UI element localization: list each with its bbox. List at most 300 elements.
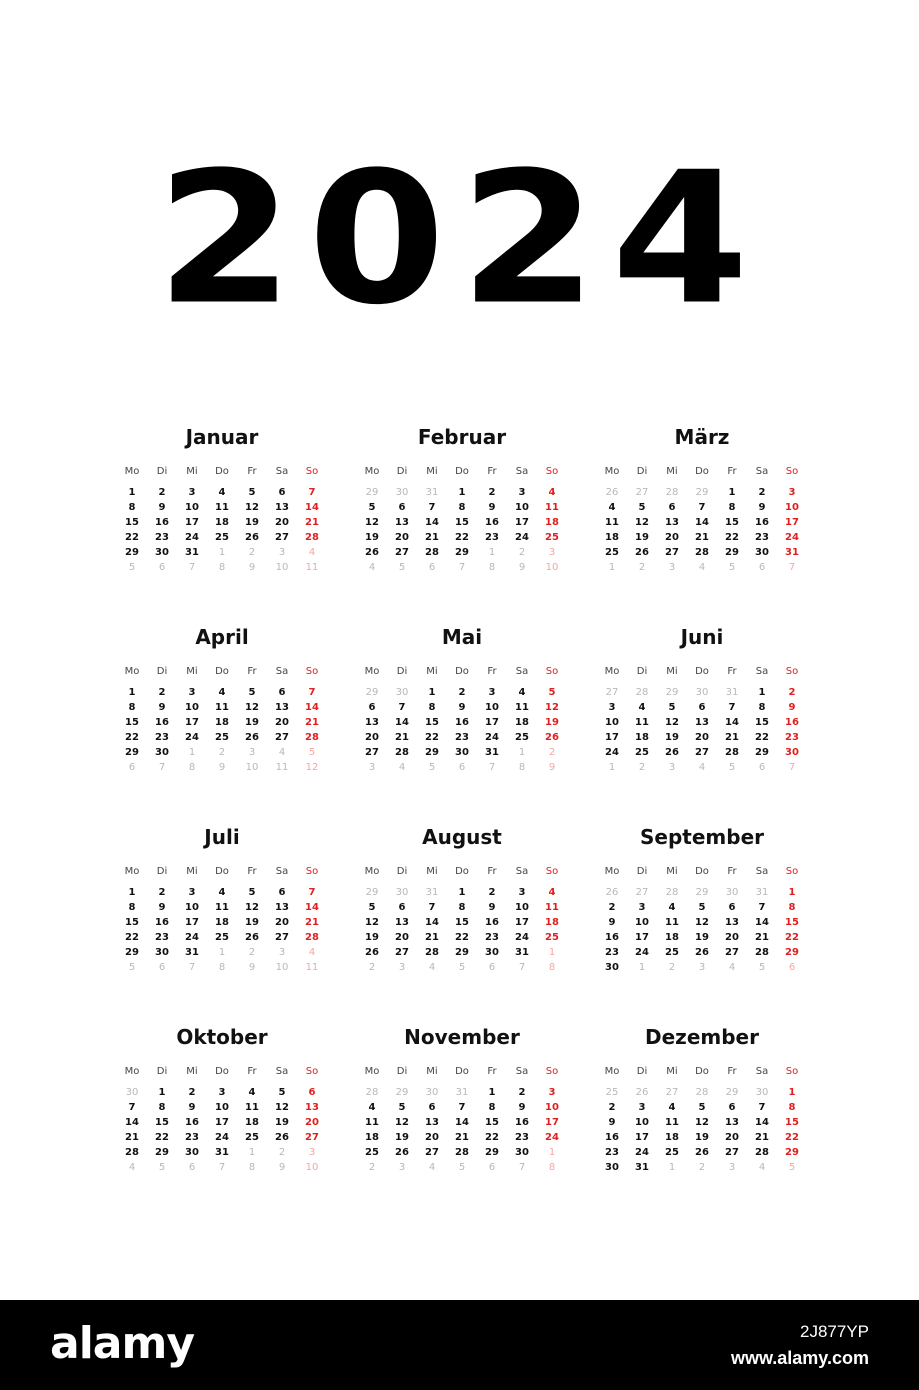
day-cell: 9: [158, 702, 166, 713]
adjacent-day-cell: 1: [608, 562, 616, 573]
day-cell: 8: [458, 502, 466, 513]
month-name: März: [674, 425, 730, 449]
day-cell: 20: [695, 732, 709, 743]
weekday-header: Do: [215, 866, 229, 877]
weekday-header: Do: [215, 1066, 229, 1077]
day-cell: 9: [608, 917, 616, 928]
month-name: Dezember: [645, 1025, 759, 1049]
weekday-header: Sa: [275, 866, 289, 877]
weekday-header: Do: [455, 666, 469, 677]
day-cell: 21: [725, 732, 739, 743]
adjacent-day-cell: 3: [728, 1162, 736, 1173]
month-name: August: [422, 825, 502, 849]
day-cell: 27: [665, 547, 679, 558]
day-cell: 25: [215, 932, 229, 943]
day-cell: 13: [725, 917, 739, 928]
weekday-header: Sa: [755, 866, 769, 877]
adjacent-day-cell: 28: [695, 1087, 709, 1098]
day-cell: 30: [605, 962, 619, 973]
day-cell: 18: [515, 717, 529, 728]
day-cell: 23: [605, 1147, 619, 1158]
weekday-header: Di: [156, 1066, 168, 1077]
day-cell: 6: [398, 502, 406, 513]
day-cell: 24: [635, 947, 649, 958]
adjacent-day-cell: 3: [668, 762, 676, 773]
day-cell: 18: [635, 732, 649, 743]
adjacent-day-cell: 2: [368, 962, 376, 973]
day-cell: 4: [668, 902, 676, 913]
adjacent-day-cell: 6: [158, 562, 166, 573]
day-cell: 2: [158, 887, 166, 898]
day-cell: 7: [308, 887, 316, 898]
weekday-header: So: [785, 1066, 799, 1077]
day-cell: 16: [455, 717, 469, 728]
weekday-header: Sa: [515, 1066, 529, 1077]
weekday-header: Di: [636, 866, 648, 877]
day-cell: 5: [698, 902, 706, 913]
adjacent-day-cell: 8: [518, 762, 526, 773]
month-6: [597, 625, 807, 795]
day-cell: 7: [128, 1102, 136, 1113]
day-cell: 6: [668, 502, 676, 513]
weekday-header: Mi: [666, 1066, 678, 1077]
adjacent-day-cell: 30: [125, 1087, 139, 1098]
weekday-header: Mi: [426, 1066, 438, 1077]
weekday-header: Mi: [186, 666, 198, 677]
adjacent-day-cell: 29: [365, 487, 379, 498]
adjacent-day-cell: 7: [488, 762, 496, 773]
day-cell: 2: [608, 1102, 616, 1113]
image-id: 2J877YP: [800, 1322, 869, 1341]
day-cell: 20: [395, 932, 409, 943]
month-name: Mai: [441, 625, 483, 649]
weekday-header: Mo: [604, 1066, 620, 1077]
day-cell: 17: [515, 517, 529, 528]
day-cell: 5: [248, 487, 256, 498]
adjacent-day-cell: 5: [758, 962, 766, 973]
day-cell: 4: [548, 887, 556, 898]
day-cell: 23: [155, 932, 169, 943]
day-cell: 4: [608, 502, 616, 513]
day-cell: 16: [185, 1117, 199, 1128]
day-cell: 23: [785, 732, 799, 743]
day-cell: 5: [638, 502, 646, 513]
adjacent-day-cell: 3: [278, 547, 286, 558]
adjacent-day-cell: 10: [305, 1162, 319, 1173]
day-cell: 5: [368, 502, 376, 513]
day-cell: 28: [695, 547, 709, 558]
day-cell: 27: [695, 747, 709, 758]
day-cell: 31: [515, 947, 529, 958]
day-cell: 24: [185, 532, 199, 543]
day-cell: 16: [155, 917, 169, 928]
day-cell: 10: [635, 917, 649, 928]
day-cell: 14: [305, 502, 319, 513]
weekday-header: Fr: [247, 1066, 257, 1077]
adjacent-day-cell: 31: [455, 1087, 469, 1098]
weekday-header: So: [545, 1066, 559, 1077]
day-cell: 24: [515, 532, 529, 543]
month-name: Oktober: [176, 1025, 268, 1049]
day-cell: 7: [698, 502, 706, 513]
adjacent-day-cell: 5: [128, 562, 136, 573]
day-cell: 9: [458, 702, 466, 713]
adjacent-day-cell: 6: [488, 962, 496, 973]
adjacent-day-cell: 8: [218, 962, 226, 973]
day-cell: 3: [608, 702, 616, 713]
adjacent-day-cell: 27: [635, 487, 649, 498]
day-cell: 25: [635, 747, 649, 758]
day-cell: 26: [635, 547, 649, 558]
day-cell: 20: [395, 532, 409, 543]
day-cell: 27: [275, 932, 289, 943]
adjacent-day-cell: 3: [398, 1162, 406, 1173]
day-cell: 2: [188, 1087, 196, 1098]
day-cell: 25: [245, 1132, 259, 1143]
weekday-header: So: [305, 666, 319, 677]
adjacent-day-cell: 8: [248, 1162, 256, 1173]
day-cell: 10: [185, 502, 199, 513]
day-cell: 26: [365, 947, 379, 958]
day-cell: 4: [368, 1102, 376, 1113]
day-cell: 13: [425, 1117, 439, 1128]
day-cell: 17: [185, 717, 199, 728]
day-cell: 27: [395, 947, 409, 958]
adjacent-day-cell: 4: [428, 1162, 436, 1173]
day-cell: 8: [728, 502, 736, 513]
adjacent-day-cell: 31: [425, 887, 439, 898]
day-cell: 9: [608, 1117, 616, 1128]
day-cell: 23: [185, 1132, 199, 1143]
adjacent-day-cell: 1: [548, 947, 556, 958]
day-cell: 6: [278, 887, 286, 898]
day-cell: 7: [308, 487, 316, 498]
day-cell: 12: [245, 502, 259, 513]
day-cell: 20: [305, 1117, 319, 1128]
day-cell: 28: [725, 747, 739, 758]
day-cell: 28: [425, 547, 439, 558]
month-9: [597, 825, 807, 995]
day-cell: 13: [395, 917, 409, 928]
day-cell: 12: [275, 1102, 289, 1113]
day-cell: 19: [245, 917, 259, 928]
day-cell: 29: [455, 547, 469, 558]
day-cell: 30: [785, 747, 799, 758]
adjacent-day-cell: 6: [428, 562, 436, 573]
adjacent-day-cell: 28: [665, 487, 679, 498]
adjacent-day-cell: 4: [128, 1162, 136, 1173]
day-cell: 14: [755, 1117, 769, 1128]
month-7: [117, 825, 327, 995]
day-cell: 26: [395, 1147, 409, 1158]
adjacent-day-cell: 26: [635, 1087, 649, 1098]
day-cell: 5: [248, 887, 256, 898]
weekday-header: Mi: [666, 466, 678, 477]
day-cell: 3: [188, 487, 196, 498]
weekday-header: So: [305, 866, 319, 877]
day-cell: 9: [158, 902, 166, 913]
adjacent-day-cell: 2: [248, 947, 256, 958]
day-cell: 26: [245, 932, 259, 943]
month-12: [597, 1025, 807, 1195]
day-cell: 27: [395, 547, 409, 558]
weekday-header: So: [785, 866, 799, 877]
day-cell: 21: [425, 932, 439, 943]
adjacent-day-cell: 26: [605, 887, 619, 898]
day-cell: 14: [305, 902, 319, 913]
weekday-header: Mo: [124, 666, 140, 677]
day-cell: 29: [785, 947, 799, 958]
day-cell: 7: [758, 902, 766, 913]
day-cell: 30: [185, 1147, 199, 1158]
day-cell: 23: [155, 732, 169, 743]
day-cell: 8: [488, 1102, 496, 1113]
day-cell: 24: [185, 732, 199, 743]
month-name: November: [404, 1025, 520, 1049]
day-cell: 27: [725, 947, 739, 958]
day-cell: 30: [755, 547, 769, 558]
adjacent-day-cell: 28: [365, 1087, 379, 1098]
adjacent-day-cell: 30: [395, 687, 409, 698]
adjacent-day-cell: 2: [668, 962, 676, 973]
day-cell: 3: [638, 902, 646, 913]
day-cell: 6: [728, 902, 736, 913]
adjacent-day-cell: 6: [458, 762, 466, 773]
day-cell: 22: [125, 532, 139, 543]
adjacent-day-cell: 1: [248, 1147, 256, 1158]
adjacent-day-cell: 10: [545, 562, 559, 573]
day-cell: 6: [368, 702, 376, 713]
day-cell: 22: [125, 932, 139, 943]
weekday-header: Do: [215, 466, 229, 477]
adjacent-day-cell: 29: [725, 1087, 739, 1098]
day-cell: 28: [395, 747, 409, 758]
adjacent-day-cell: 6: [128, 762, 136, 773]
day-cell: 26: [275, 1132, 289, 1143]
weekday-header: Mo: [124, 466, 140, 477]
day-cell: 15: [455, 917, 469, 928]
day-cell: 25: [365, 1147, 379, 1158]
day-cell: 15: [455, 517, 469, 528]
day-cell: 28: [305, 932, 319, 943]
day-cell: 2: [518, 1087, 526, 1098]
adjacent-day-cell: 2: [548, 747, 556, 758]
day-cell: 8: [788, 1102, 796, 1113]
day-cell: 24: [515, 932, 529, 943]
day-cell: 30: [455, 747, 469, 758]
day-cell: 6: [428, 1102, 436, 1113]
day-cell: 10: [515, 502, 529, 513]
weekday-header: Sa: [515, 666, 529, 677]
day-cell: 19: [665, 732, 679, 743]
day-cell: 20: [665, 532, 679, 543]
adjacent-day-cell: 3: [548, 547, 556, 558]
day-cell: 18: [545, 917, 559, 928]
adjacent-day-cell: 3: [398, 962, 406, 973]
day-cell: 11: [605, 517, 619, 528]
day-cell: 6: [398, 902, 406, 913]
day-cell: 17: [485, 717, 499, 728]
adjacent-day-cell: 4: [428, 962, 436, 973]
day-cell: 10: [215, 1102, 229, 1113]
day-cell: 25: [605, 547, 619, 558]
day-cell: 11: [215, 902, 229, 913]
day-cell: 29: [425, 747, 439, 758]
day-cell: 3: [188, 887, 196, 898]
day-cell: 16: [785, 717, 799, 728]
adjacent-day-cell: 7: [158, 762, 166, 773]
month-2: [357, 425, 567, 595]
day-cell: 12: [695, 1117, 709, 1128]
weekday-header: Do: [695, 866, 709, 877]
day-cell: 15: [785, 917, 799, 928]
day-cell: 3: [518, 487, 526, 498]
day-cell: 30: [155, 747, 169, 758]
day-cell: 14: [725, 717, 739, 728]
day-cell: 16: [755, 517, 769, 528]
adjacent-day-cell: 5: [728, 762, 736, 773]
adjacent-day-cell: 29: [365, 687, 379, 698]
adjacent-day-cell: 5: [728, 562, 736, 573]
day-cell: 1: [128, 487, 136, 498]
day-cell: 9: [788, 702, 796, 713]
adjacent-day-cell: 6: [758, 562, 766, 573]
weekday-header: Di: [396, 466, 408, 477]
adjacent-day-cell: 4: [398, 762, 406, 773]
day-cell: 12: [365, 917, 379, 928]
day-cell: 4: [668, 1102, 676, 1113]
day-cell: 10: [185, 902, 199, 913]
adjacent-day-cell: 2: [278, 1147, 286, 1158]
day-cell: 13: [395, 517, 409, 528]
day-cell: 20: [425, 1132, 439, 1143]
day-cell: 7: [428, 502, 436, 513]
day-cell: 23: [155, 532, 169, 543]
adjacent-day-cell: 2: [698, 1162, 706, 1173]
adjacent-day-cell: 10: [245, 762, 259, 773]
day-cell: 30: [485, 947, 499, 958]
adjacent-day-cell: 7: [458, 562, 466, 573]
day-cell: 26: [245, 532, 259, 543]
day-cell: 19: [275, 1117, 289, 1128]
adjacent-day-cell: 27: [635, 887, 649, 898]
weekday-header: Di: [396, 666, 408, 677]
day-cell: 12: [245, 702, 259, 713]
weekday-header: Do: [695, 666, 709, 677]
weekday-header: Mo: [364, 1066, 380, 1077]
day-cell: 15: [755, 717, 769, 728]
day-cell: 9: [488, 502, 496, 513]
day-cell: 29: [455, 947, 469, 958]
day-cell: 1: [488, 1087, 496, 1098]
weekday-header: Sa: [515, 866, 529, 877]
weekday-header: So: [545, 866, 559, 877]
adjacent-day-cell: 2: [368, 1162, 376, 1173]
day-cell: 12: [635, 517, 649, 528]
adjacent-day-cell: 7: [188, 562, 196, 573]
day-cell: 16: [485, 917, 499, 928]
day-cell: 17: [545, 1117, 559, 1128]
day-cell: 6: [728, 1102, 736, 1113]
day-cell: 15: [725, 517, 739, 528]
day-cell: 19: [365, 932, 379, 943]
day-cell: 22: [455, 932, 469, 943]
adjacent-day-cell: 6: [158, 962, 166, 973]
day-cell: 16: [155, 717, 169, 728]
adjacent-day-cell: 3: [278, 947, 286, 958]
day-cell: 24: [785, 532, 799, 543]
day-cell: 23: [515, 1132, 529, 1143]
day-cell: 12: [365, 517, 379, 528]
adjacent-day-cell: 3: [248, 747, 256, 758]
weekday-header: Fr: [727, 666, 737, 677]
day-cell: 8: [128, 902, 136, 913]
day-cell: 23: [485, 932, 499, 943]
month-3: [597, 425, 807, 595]
day-cell: 18: [215, 917, 229, 928]
adjacent-day-cell: 3: [308, 1147, 316, 1158]
adjacent-day-cell: 4: [308, 547, 316, 558]
adjacent-day-cell: 7: [518, 962, 526, 973]
day-cell: 16: [155, 517, 169, 528]
day-cell: 10: [515, 902, 529, 913]
adjacent-day-cell: 9: [278, 1162, 286, 1173]
weekday-header: Mi: [666, 866, 678, 877]
adjacent-day-cell: 4: [728, 962, 736, 973]
day-cell: 25: [545, 532, 559, 543]
day-cell: 20: [725, 1132, 739, 1143]
weekday-header: Mi: [186, 866, 198, 877]
adjacent-day-cell: 1: [548, 1147, 556, 1158]
weekday-header: Di: [636, 666, 648, 677]
day-cell: 23: [455, 732, 469, 743]
day-cell: 19: [545, 717, 559, 728]
day-cell: 25: [665, 947, 679, 958]
weekday-header: Di: [156, 466, 168, 477]
day-cell: 22: [155, 1132, 169, 1143]
weekday-header: So: [305, 466, 319, 477]
month-5: [357, 625, 567, 795]
day-cell: 28: [755, 1147, 769, 1158]
day-cell: 29: [755, 747, 769, 758]
weekday-header: Sa: [755, 1066, 769, 1077]
weekday-header: Mi: [186, 1066, 198, 1077]
day-cell: 29: [125, 747, 139, 758]
adjacent-day-cell: 3: [668, 562, 676, 573]
weekday-header: Di: [156, 666, 168, 677]
day-cell: 8: [128, 702, 136, 713]
adjacent-day-cell: 8: [488, 562, 496, 573]
day-cell: 19: [395, 1132, 409, 1143]
day-cell: 4: [548, 487, 556, 498]
day-cell: 15: [125, 717, 139, 728]
day-cell: 21: [425, 532, 439, 543]
day-cell: 26: [545, 732, 559, 743]
day-cell: 19: [365, 532, 379, 543]
day-cell: 22: [485, 1132, 499, 1143]
day-cell: 24: [545, 1132, 559, 1143]
day-cell: 29: [785, 1147, 799, 1158]
adjacent-day-cell: 5: [128, 962, 136, 973]
day-cell: 12: [395, 1117, 409, 1128]
day-cell: 30: [155, 547, 169, 558]
day-cell: 12: [545, 702, 559, 713]
day-cell: 23: [485, 532, 499, 543]
day-cell: 12: [695, 917, 709, 928]
weekday-header: Sa: [275, 1066, 289, 1077]
day-cell: 29: [485, 1147, 499, 1158]
day-cell: 3: [518, 887, 526, 898]
